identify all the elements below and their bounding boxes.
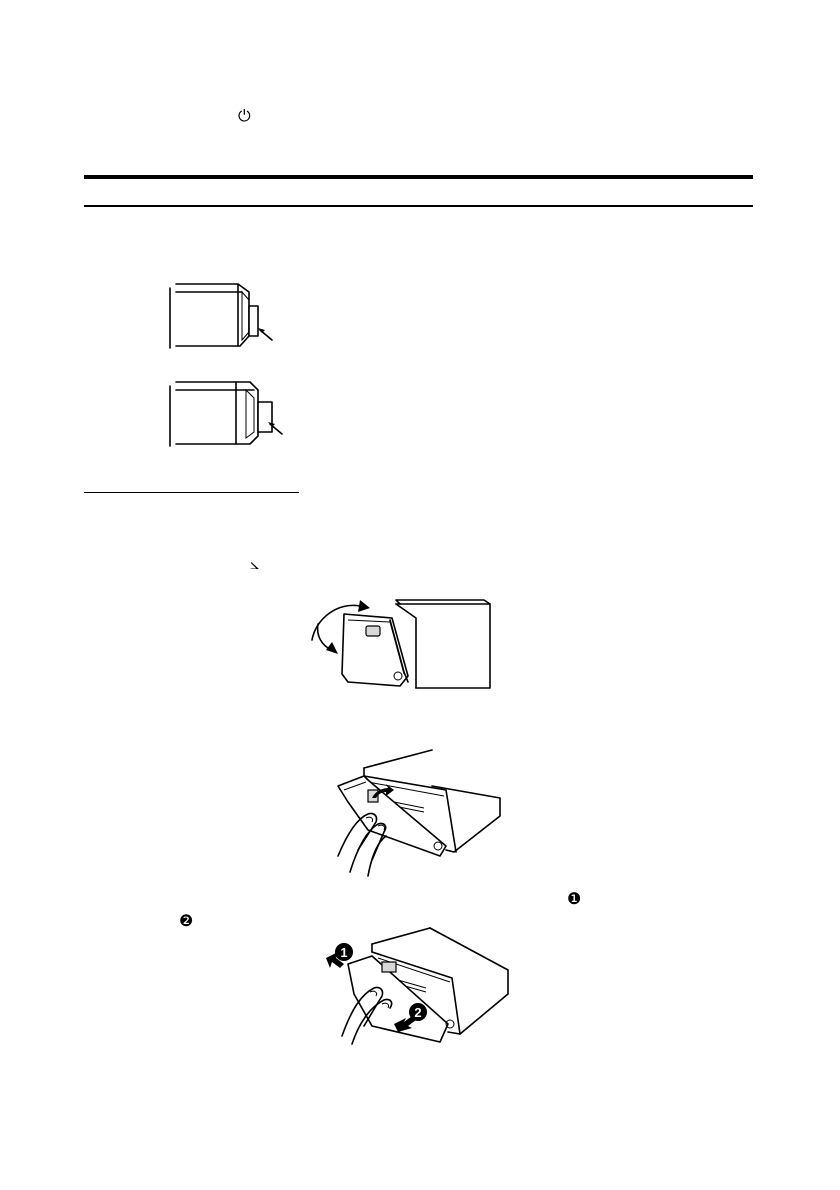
panel-button-flush-illustration — [170, 280, 290, 352]
panel-button-protruding-illustration — [170, 376, 290, 448]
power-icon: ⏻ — [238, 106, 251, 125]
subsection-rule — [84, 492, 299, 493]
section-rule-bottom — [84, 205, 753, 207]
section-rule-top — [84, 175, 753, 179]
faceplate-remove-illustration — [322, 920, 522, 1046]
release-icon: ⦣ — [250, 554, 260, 573]
step-1-label: 1 — [340, 945, 348, 960]
step-2-badge: ❷ — [179, 911, 194, 930]
faceplate-open-illustration — [308, 596, 508, 696]
step-2-label: 2 — [414, 1005, 422, 1020]
step-1-badge: ❶ — [567, 889, 582, 908]
faceplate-detach-illustration — [328, 746, 508, 878]
